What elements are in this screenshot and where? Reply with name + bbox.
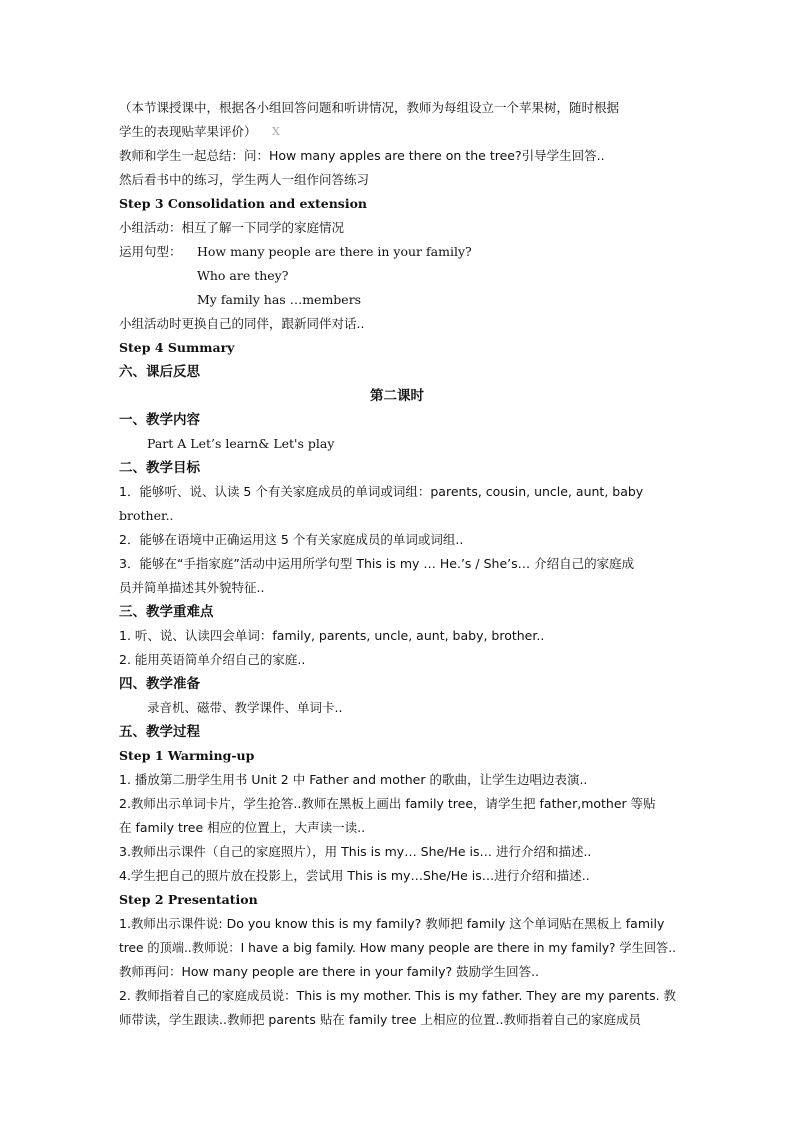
text-line: 2．能够在语境中正确运用这 5 个有关家庭成员的单词或词组..: [119, 532, 464, 547]
section-heading: 六、课后反思: [119, 364, 200, 380]
section-heading: 五、教学过程: [119, 724, 200, 740]
text-line: 3．能够在“手指家庭”活动中运用所学句型 This is my … He.’s / She’s… 介绍自己的家庭成: [119, 556, 635, 571]
text-line: 录音机、磁带、教学课件、单词卡..: [147, 700, 343, 715]
step-heading: Step 2 Presentation: [119, 892, 258, 907]
text-line: 学生的表现贴苹果评价）: [119, 124, 257, 139]
text-line: 2. 能用英语简单介绍自己的家庭..: [119, 652, 306, 667]
text-line: brother..: [119, 508, 174, 523]
text-line: 然后看书中的练习，学生两人一组作问答练习: [119, 172, 370, 187]
sentence-pattern: My family has …members: [197, 292, 362, 307]
step-heading: Step 3 Consolidation and extension: [119, 196, 367, 211]
lesson-title: 第二课时: [370, 388, 424, 404]
text-line: Part A Let’s learn& Let's play: [147, 436, 335, 451]
step-heading: Step 1 Warming-up: [119, 748, 255, 763]
text-line: 小组活动：相互了解一下同学的家庭情况: [119, 220, 345, 235]
text-line: 1.教师出示课件说: Do you know this is my family? 教师把 family 这个单词贴在黑板上 family: [119, 916, 665, 931]
sentence-pattern: How many people are there in your family?: [197, 244, 472, 259]
section-heading: 四、教学准备: [119, 676, 200, 692]
section-heading: 二、教学目标: [119, 460, 200, 476]
text-line: 教师和学生一起总结：问：How many apples are there on the tree?引导学生回答..: [119, 148, 605, 163]
section-heading: 一、教学内容: [119, 412, 200, 428]
text-line: 2. 教师指着自己的家庭成员说：This is my mother. This is my father. They are my parents. 教: [119, 988, 677, 1003]
text-line: 4.学生把自己的照片放在投影上，尝试用 This is my…She/He is…进行介绍和描述..: [119, 868, 590, 883]
text-line: 1．能够听、说、认读 5 个有关家庭成员的单词或词组：parents, cousin, uncle, aunt, baby: [119, 484, 644, 499]
section-heading: 三、教学重难点: [119, 604, 214, 620]
text-line: tree 的顶端..教师说：I have a big family. How many people are there in my family? 学生回答..: [119, 940, 676, 955]
text-line: 2.教师出示单词卡片，学生抢答..教师在黑板上画出 family tree，请学生把 father,mother 等贴: [119, 796, 656, 811]
step-heading: Step 4 Summary: [119, 340, 235, 355]
text-line: 在 family tree 相应的位置上，大声读一读..: [119, 820, 366, 835]
text-line: （本节课授课中，根据各小组回答问题和听讲情况，教师为每组设立一个苹果树，随时根据: [119, 100, 620, 115]
stray-mark: X: [272, 125, 280, 138]
text-line: 1. 听、说、认读四会单词：family, parents, uncle, aunt, baby, brother..: [119, 628, 545, 643]
text-line: 师带读，学生跟读..教师把 parents 贴在 family tree 上相应的位置..教师指着自己的家庭成员: [119, 1012, 641, 1027]
text-line: 教师再问：How many people are there in your family? 鼓励学生回答..: [119, 964, 540, 979]
sentence-pattern: Who are they?: [197, 268, 289, 283]
text-line: 小组活动时更换自己的同伴，跟新同伴对话..: [119, 316, 365, 331]
sentence-pattern-label: 运用句型：: [119, 244, 182, 259]
text-line: 员并简单描述其外貌特征..: [119, 580, 265, 595]
text-line: 3.教师出示课件（自己的家庭照片），用 This is my… She/He is… 进行介绍和描述..: [119, 844, 592, 859]
text-line: 1. 播放第二册学生用书 Unit 2 中 Father and mother 的歌曲，让学生边唱边表演..: [119, 772, 588, 787]
